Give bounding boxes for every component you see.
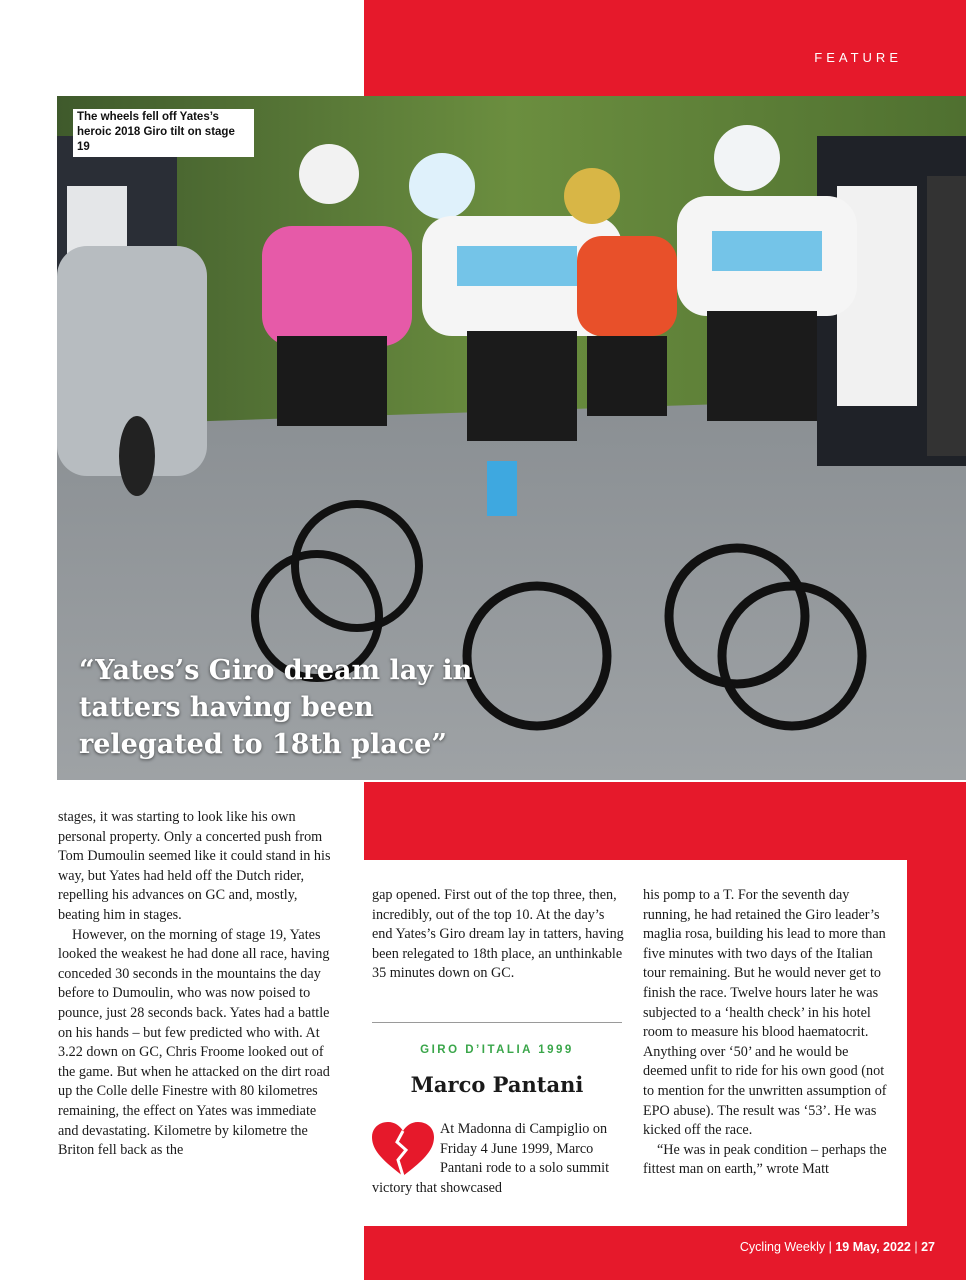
article-column-2 [372,886,624,984]
article-column-1 [58,808,336,1161]
box-title: Marco Pantani [410,1072,584,1097]
section-label: FEATURE [814,50,902,65]
paragraph: stages, it was starting to look like his own personal property. Only a concerted push from Tom Dumoulin seemed like it could stand in his way, but Yates had held off the Dutch rider, repelling his advances on GC and, mostly, beating him in stages. [58,809,331,923]
article-column-3 [643,886,895,1180]
divider [372,1022,622,1023]
paragraph: gap opened. First out of the top three, then, incredibly, out of the top 10. At the day’s end Yates’s Giro dream lay in tatters, having been relegated to 18th place, an unthinkable 35 minutes down on GC. [372,887,624,982]
red-header-band [364,0,966,96]
publication-name: Cycling Weekly [739,1240,826,1254]
photo-caption: The wheels fell off Yates’s heroic 2018 Giro tilt on stage 19 [73,109,254,157]
box-text [372,1120,624,1198]
pull-quote: “Yates’s Giro dream lay in tatters having been relegated to 18th place” [79,655,473,760]
page-number: 27 [921,1240,935,1254]
page-footer: Cycling Weekly | 19 May, 2022 | 27 [739,1240,935,1254]
issue-date: 19 May, 2022 [835,1240,911,1254]
paragraph: However, on the morning of stage 19, Yates looked the weakest he had done all race, having conceded 30 seconds in the mountains the day before to Dumoulin, who was now poised to pounce, just 28 seconds back. Yates had a battle on his hands – but few predicted who with. At 3.22 down on GC, Chris Froome looked out of the game. But when he attacked on the dirt road up the Colle delle Finestre with 80 kilometres remaining, the effect on Yates was immediate and devastating. Kilometre by kilometre the Briton fell back as the [58,926,330,1159]
paragraph: “He was in peak condition – perhaps the fittest man on earth,” wrote Matt [643,1141,887,1178]
box-paragraph: At Madonna di Campiglio on Friday 4 June 1999, Marco Pantani rode to a solo summit victory that showcased [372,1121,610,1196]
paragraph: his pomp to a T. For the seventh day running, he had retained the Giro leader’s maglia rosa, building his lead to more than five minutes with two days of the Italian tour remaining. But he would never get to finish the race. Twelve hours later he was subjected to a ‘health check’ in his hotel room to measure his blood haematocrit. Anything over ‘50’ and he would be deemed unfit to ride for his own good (not to mention for the unwritten assumption of EPO abuse). The result was ‘53’. He was kicked off the race. [643,887,887,1139]
box-kicker: GIRO D’ITALIA 1999 [420,1044,574,1056]
